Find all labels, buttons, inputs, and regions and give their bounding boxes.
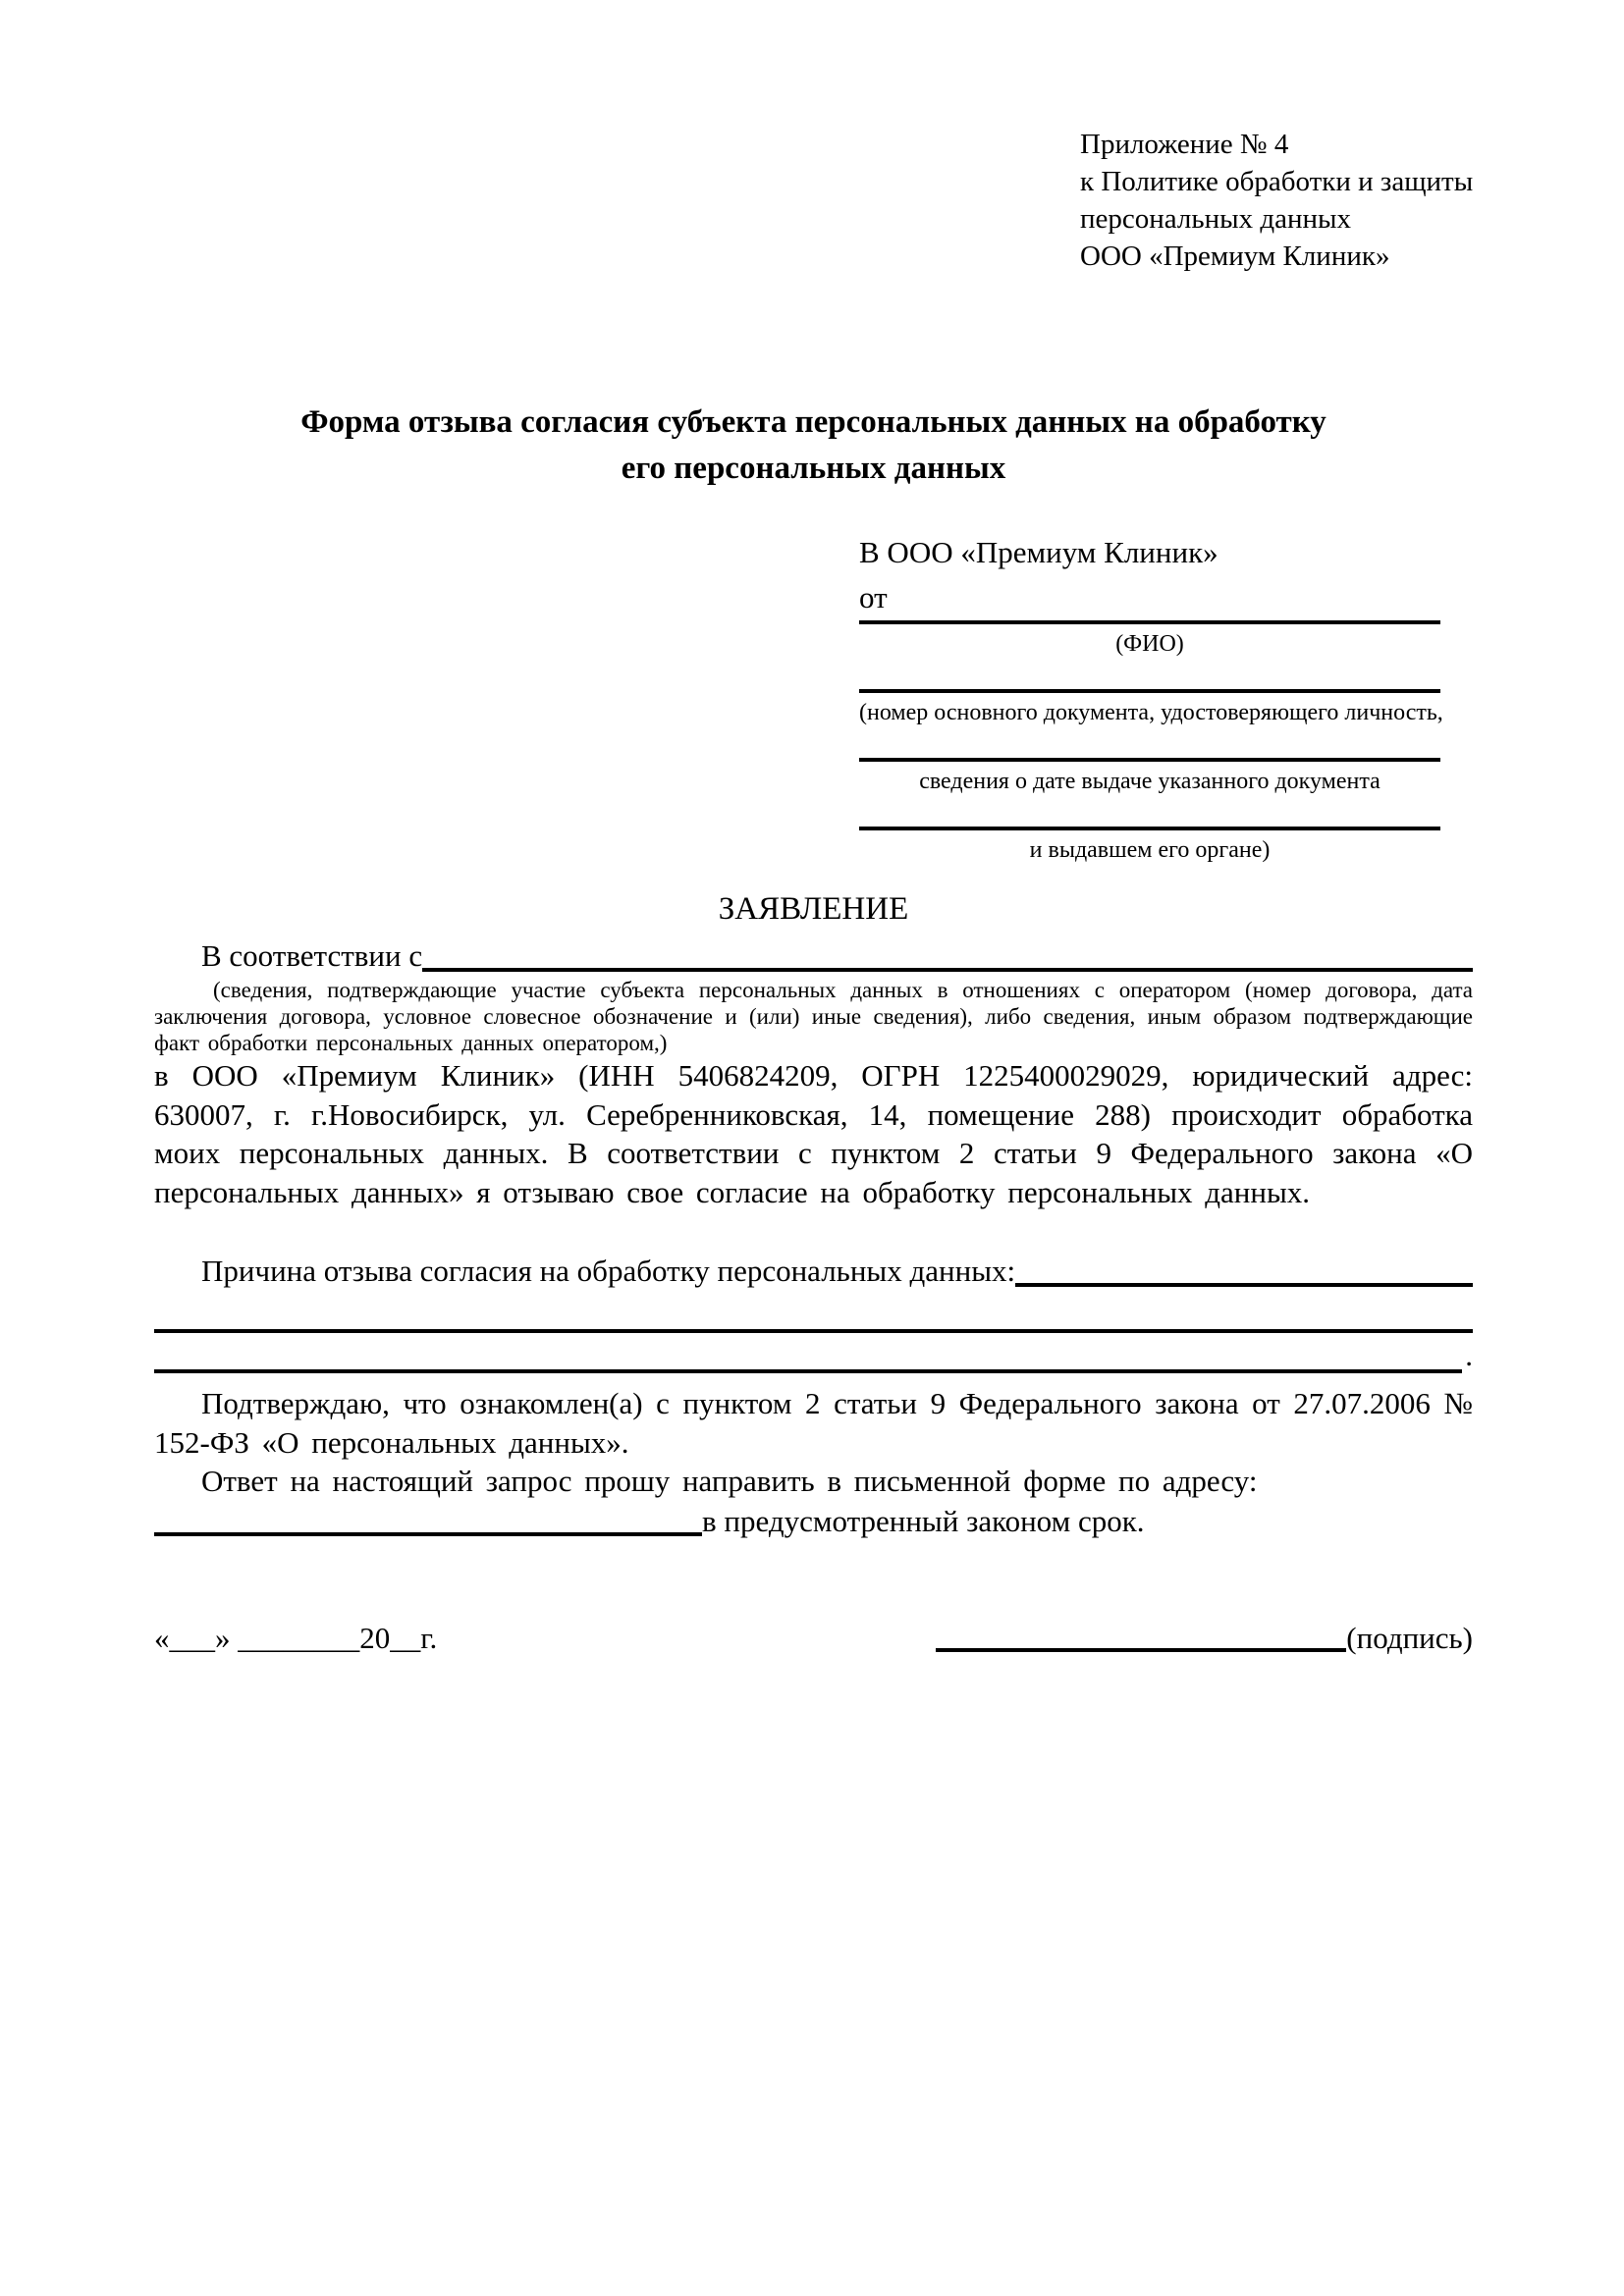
id-document-field	[859, 689, 1443, 727]
issuing-authority-caption: и выдавшем его органе)	[1029, 837, 1271, 863]
date-blank-line: «___» ________20__г.	[154, 1621, 438, 1655]
recipient-block	[859, 530, 1443, 865]
issue-date-field	[859, 758, 1440, 796]
reason-blank-rule	[154, 1364, 1462, 1373]
intro-blank-line	[422, 963, 1473, 972]
reply-tail: в предусмотренный законом срок.	[702, 1504, 1145, 1538]
reply-request-line: Ответ на настоящий запрос прошу направить в письменной форме по адресу:	[201, 1464, 1258, 1498]
signature-blank-line	[936, 1643, 1346, 1652]
confirmation-paragraph: Подтверждаю, что ознакомлен(а) с пунктом 2 статьи 9 Федерального закона от 27.07.2006 № 152-ФЗ «О персональных данных».	[154, 1386, 1473, 1460]
statement-heading: ЗАЯВЛЕНИЕ	[718, 891, 909, 927]
annex-reference-block	[1080, 126, 1502, 275]
id-document-caption: (номер основного документа, удостоверяющего личность,	[859, 700, 1443, 725]
signature-caption: (подпись)	[1346, 1621, 1473, 1655]
reply-address-line	[154, 1501, 1473, 1541]
issue-date-caption: сведения о дате выдаче указанного документа	[919, 769, 1380, 794]
fio-blank-line	[859, 620, 1440, 624]
issuing-authority-blank-line	[859, 827, 1440, 830]
annex-line: персональных данных	[1080, 203, 1352, 235]
document-title-line: его персональных данных	[621, 451, 1006, 486]
fio-caption: (ФИО)	[1115, 631, 1184, 657]
intro-line	[154, 935, 1473, 977]
intro-footnote: (сведения, подтверждающие участие субъекта персональных данных в отношениях с оператором (номер договора, дата заключения договора, условное словесное обозначение и (или) иные сведения), либо сведения, иным образом подтверждающие факт обработки персональных данных оператором,)	[154, 978, 1473, 1055]
recipient-to: В ООО «Премиум Клиник»	[859, 535, 1218, 569]
statement-section	[154, 888, 1473, 1541]
annex-line: Приложение № 4	[1080, 129, 1289, 160]
document-title	[154, 400, 1473, 492]
recipient-from-label: от	[859, 580, 888, 614]
reason-blank-line-2	[154, 1292, 1473, 1333]
reason-line	[154, 1251, 1473, 1292]
id-document-blank-line	[859, 689, 1440, 693]
reason-blank-line	[1015, 1278, 1473, 1287]
issue-date-blank-line	[859, 758, 1440, 762]
date-signature-row	[154, 1618, 1473, 1659]
issuing-authority-field	[859, 827, 1440, 865]
reason-label: Причина отзыва согласия на обработку персональных данных:	[201, 1254, 1016, 1288]
statement-body: в ООО «Премиум Клиник» (ИНН 5406824209, ОГРН 1225400029029, юридический адрес: 630007, г. г.Новосибирск, ул. Серебренниковская, 14, помещение 288) происходит обработка моих персональных данных. В соответствии с пунктом 2 статьи 9 Федерального закона «О персональных данных» я отзываю свое согласие на обработку персональных данных.	[154, 1058, 1473, 1209]
reason-blank-line-3	[154, 1333, 1473, 1378]
annex-line: ООО «Премиум Клиник»	[1080, 240, 1390, 272]
intro-prefix: В соответствии с	[201, 938, 423, 973]
document-title-line: Форма отзыва согласия субъекта персональных данных на обработку	[300, 404, 1326, 440]
blank-line-period: .	[1465, 1338, 1473, 1372]
signature-group	[936, 1618, 1473, 1659]
address-blank-line	[154, 1527, 702, 1536]
fio-field	[859, 620, 1440, 659]
annex-line: к Политике обработки и защиты	[1080, 166, 1474, 197]
